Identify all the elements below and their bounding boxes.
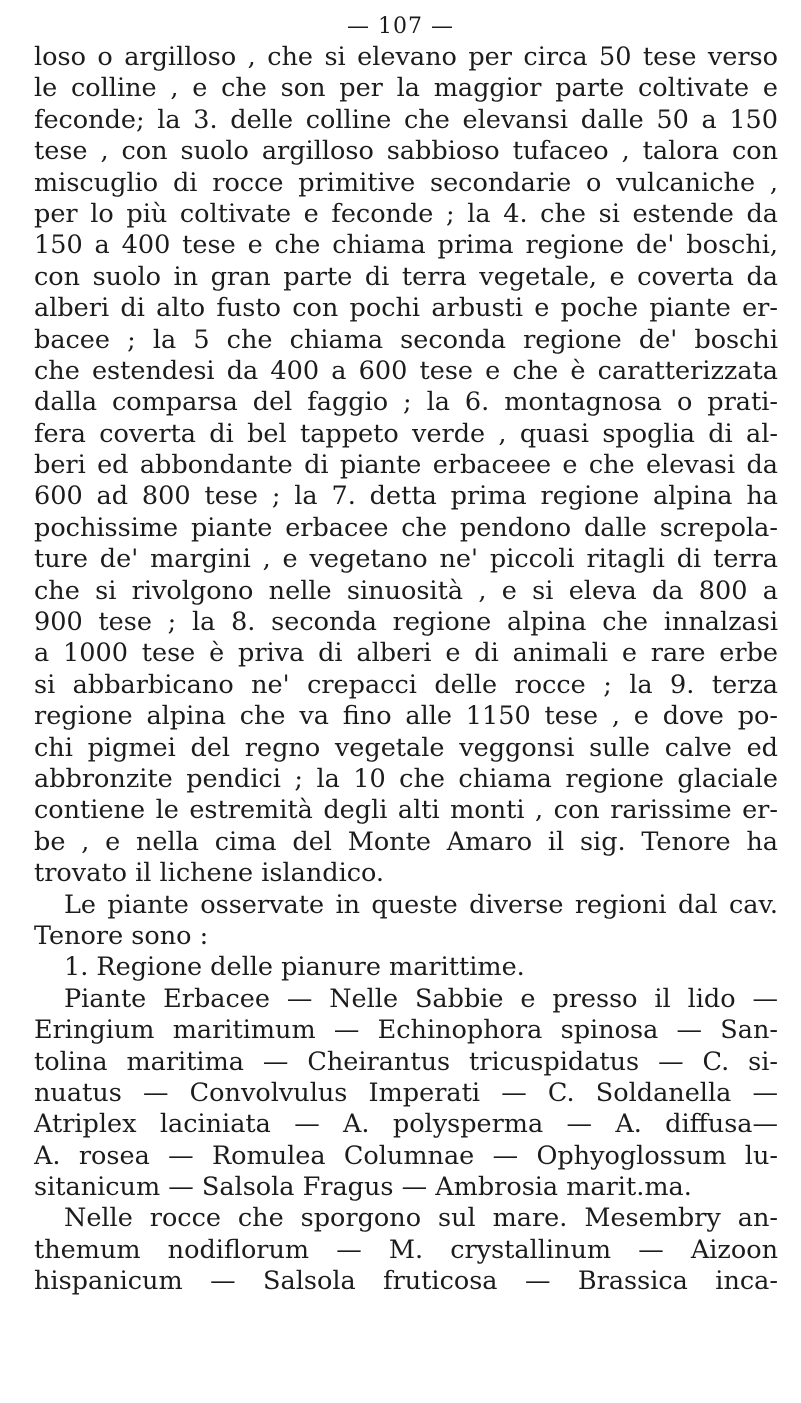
text-line-16: pochissime piante erbacee che pendono dalle screpola-	[34, 512, 778, 543]
text-line-26: be , e nella cima del Monte Amaro il sig. Tenore ha	[34, 826, 778, 857]
text-line-18: che si rivolgono nelle sinuosità , e si eleva da 800 a	[34, 575, 778, 606]
text-line-21: si abbarbicano ne' crepacci delle rocce ; la 9. terza	[34, 669, 778, 700]
text-line-19: 900 tese ; la 8. seconda regione alpina che innalzasi	[34, 607, 778, 638]
text-line-14: beri ed abbondante di piante erbaceee e che elevasi da	[34, 450, 778, 481]
page-number: — 107 —	[347, 14, 454, 39]
text-line-27: trovato il lichene islandico.	[34, 858, 385, 889]
text-line-36: A. rosea — Romulea Columnae — Ophyoglossum lu-	[34, 1140, 778, 1171]
text-line-40: hispanicum — Salsola fruticosa — Brassica inca-	[34, 1266, 778, 1297]
text-line-35: Atriplex laciniata — A. polysperma — A. diffusa—	[34, 1109, 778, 1140]
text-line-32: Eringium maritimum — Echinophora spinosa — San-	[34, 1015, 778, 1046]
text-line-31: Piante Erbacee — Nelle Sabbie e presso il lido —	[64, 983, 778, 1014]
text-line-23: chi pigmei del regno vegetale veggonsi sulle calve ed	[34, 732, 778, 763]
text-line-25: contiene le estremità degli alti monti , con rarissime er-	[34, 795, 778, 826]
text-line-15: 600 ad 800 tese ; la 7. detta prima regione alpina ha	[34, 481, 778, 512]
text-line-2: le colline , e che son per la maggior parte coltivate e	[34, 73, 778, 104]
text-line-10: bacee ; la 5 che chiama seconda regione de' boschi	[34, 324, 778, 355]
text-line-28: Le piante osservate in queste diverse regioni dal cav.	[64, 889, 778, 920]
text-line-12: dalla comparsa del faggio ; la 6. montagnosa o prati-	[34, 387, 778, 418]
text-line-39: themum nodiflorum — M. crystallinum — Aizoon	[34, 1234, 778, 1265]
text-line-33: tolina maritima — Cheirantus tricuspidatus — C. si-	[34, 1046, 778, 1077]
text-line-13: fera coverta di bel tappeto verde , quasi spoglia di al-	[34, 418, 778, 449]
text-line-17: ture de' margini , e vegetano ne' piccoli ritagli di terra	[34, 544, 778, 575]
text-line-1: loso o argilloso , che si elevano per circa 50 tese verso	[34, 42, 778, 72]
text-line-24: abbronzite pendici ; la 10 che chiama regione glaciale	[34, 763, 778, 794]
text-line-37: sitanicum — Salsola Fragus — Ambrosia marit.ma.	[34, 1172, 692, 1203]
text-line-4: tese , con suolo argilloso sabbioso tufaceo , talora con	[34, 136, 778, 167]
text-line-29: Tenore sono :	[34, 920, 209, 951]
text-line-7: 150 a 400 tese e che chiama prima regione de' boschi,	[34, 230, 778, 261]
text-line-11: che estendesi da 400 a 600 tese e che è caratterizzata	[34, 355, 778, 386]
text-line-5: miscuglio di rocce primitive secondarie o vulcaniche ,	[34, 167, 778, 198]
text-line-8: con suolo in gran parte di terra vegetale, e coverta da	[34, 261, 778, 292]
text-line-20: a 1000 tese è priva di alberi e di animali e rare erbe	[34, 638, 778, 669]
text-line-6: per lo più coltivate e feconde ; la 4. che si estende da	[34, 198, 778, 229]
text-line-22: regione alpina che va fino alle 1150 tese , e dove po-	[34, 701, 778, 732]
section-heading: 1. Regione delle pianure marittime.	[64, 952, 525, 983]
text-line-34: nuatus — Convolvulus Imperati — C. Soldanella —	[34, 1077, 778, 1108]
text-line-38: Nelle rocce che sporgono sul mare. Mesembry an-	[64, 1203, 778, 1234]
text-line-9: alberi di alto fusto con pochi arbusti e poche piante er-	[34, 293, 778, 324]
body-text	[34, 42, 778, 1298]
text-line-3: feconde; la 3. delle colline che elevansi dalle 50 a 150	[34, 104, 778, 135]
